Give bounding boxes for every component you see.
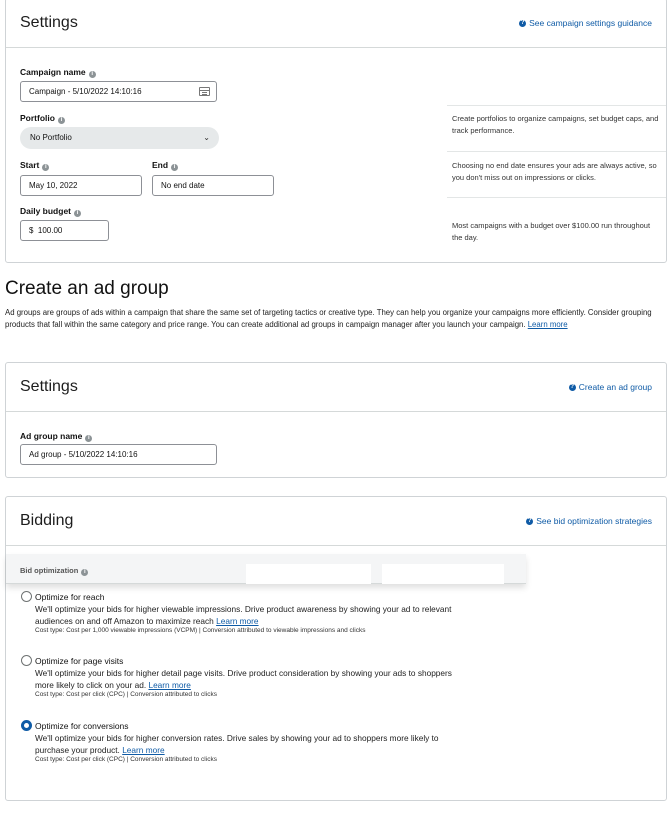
conversions-description-text: We'll optimize your bids for higher conversion rates. Drive sales by showing your ad to shoppers more likely to purchase your product.	[35, 733, 439, 755]
page-visits-cost-type: Cost type: Cost per click (CPC) | Conversion attributed to clicks	[35, 691, 217, 698]
ad-group-name-label-text: Ad group name	[20, 431, 83, 441]
page-visits-radio[interactable]	[21, 655, 32, 666]
daily-budget-label	[20, 206, 81, 217]
conversions-radio-selected[interactable]	[21, 720, 32, 731]
page-visits-description-text: We'll optimize your bids for higher detail page visits. Drive product consideration by showing your ads to shoppers more likely to click on your ad.	[35, 668, 452, 690]
end-label	[152, 160, 178, 171]
daily-budget-label-text: Daily budget	[20, 206, 72, 216]
hint-divider	[447, 151, 666, 152]
reach-description	[35, 603, 465, 627]
bidding-header	[6, 497, 666, 546]
bid-strategies-link-label: See bid optimization strategies	[536, 516, 652, 526]
budget-hint: Most campaigns with a budget over $100.00 run throughout the day.	[452, 221, 651, 242]
campaign-settings-title: Settings	[20, 14, 78, 31]
campaign-settings-panel	[5, 0, 667, 263]
page-visits-title: Optimize for page visits	[35, 656, 124, 666]
bidding-panel	[5, 496, 667, 801]
header-cell-blank	[382, 564, 504, 584]
campaign-settings-guidance-link[interactable]	[519, 18, 652, 28]
info-icon: i	[58, 117, 65, 124]
bid-optimization-header-strip	[6, 554, 526, 584]
page-visits-learn-more-link[interactable]: Learn more	[148, 680, 191, 690]
ad-group-name-input[interactable]	[20, 444, 217, 465]
guidance-link-label: See campaign settings guidance	[529, 18, 652, 28]
conversions-learn-more-link[interactable]: Learn more	[122, 745, 165, 755]
ad-group-learn-more-link[interactable]: Learn more	[527, 320, 568, 329]
conversions-description	[35, 732, 465, 756]
bid-optimization-label	[20, 566, 88, 576]
reach-description-text: We'll optimize your bids for higher viewable impressions. Drive product awareness by showing your ad to relevant audiences on and off Amazon to maximize reach	[35, 604, 452, 626]
campaign-name-value: Campaign - 5/10/2022 14:10:16	[29, 87, 142, 96]
reach-title: Optimize for reach	[35, 592, 105, 602]
daily-budget-input[interactable]	[20, 220, 109, 241]
start-label	[20, 160, 49, 171]
portfolio-label-text: Portfolio	[20, 113, 55, 123]
end-date-input[interactable]	[152, 175, 274, 196]
ad-group-heading: Create an ad group	[5, 278, 169, 299]
info-icon: i	[42, 164, 49, 171]
reach-learn-more-link[interactable]: Learn more	[216, 616, 259, 626]
bid-optimization-label-text: Bid optimization	[20, 566, 79, 575]
ad-group-name-label	[20, 431, 92, 442]
calendar-icon	[199, 87, 210, 96]
info-icon: i	[81, 569, 88, 576]
help-icon: ?	[520, 19, 525, 26]
start-label-text: Start	[20, 160, 40, 170]
info-icon: i	[85, 435, 92, 442]
ad-group-settings-header	[6, 363, 666, 412]
hint-divider	[447, 105, 666, 106]
hint-divider	[447, 197, 666, 198]
conversions-cost-type: Cost type: Cost per click (CPC) | Conversion attributed to clicks	[35, 756, 217, 763]
reach-cost-type: Cost type: Cost per 1,000 viewable impressions (VCPM) | Conversion attributed to viewable impressions and clicks	[35, 627, 366, 634]
portfolio-hint: Create portfolios to organize campaigns, set budget caps, and track performance.	[452, 114, 659, 135]
bid-strategies-link[interactable]	[526, 516, 652, 526]
create-ad-group-link[interactable]	[569, 382, 652, 392]
conversions-title: Optimize for conversions	[35, 721, 129, 731]
ad-group-name-value: Ad group - 5/10/2022 14:10:16	[29, 450, 138, 459]
page-visits-description	[35, 667, 465, 691]
campaign-name-label	[20, 67, 96, 78]
header-cell-blank	[246, 564, 371, 584]
currency-symbol: $	[29, 226, 34, 235]
bid-option-conversions[interactable]	[21, 720, 481, 770]
ad-group-description	[5, 307, 665, 331]
end-date-value: No end date	[161, 181, 205, 190]
chevron-down-icon: ⌄	[203, 133, 210, 142]
campaign-settings-header	[6, 0, 666, 48]
help-icon: ?	[570, 383, 575, 390]
ad-group-settings-title: Settings	[20, 378, 78, 395]
info-icon: i	[171, 164, 178, 171]
bid-option-reach[interactable]	[21, 591, 481, 641]
info-icon: i	[89, 71, 96, 78]
start-date-value: May 10, 2022	[29, 181, 78, 190]
reach-radio[interactable]	[21, 591, 32, 602]
daily-budget-value: 100.00	[37, 226, 63, 235]
create-ad-group-link-label: Create an ad group	[578, 382, 652, 392]
start-date-input[interactable]	[20, 175, 142, 196]
portfolio-value: No Portfolio	[30, 133, 72, 142]
bid-option-page-visits[interactable]	[21, 655, 481, 705]
portfolio-label	[20, 113, 65, 124]
info-icon: i	[74, 210, 81, 217]
ad-group-description-text: Ad groups are groups of ads within a campaign that share the same set of targeting tactics or creative type. They can help you organize your campaigns more efficiently. Consider grouping products that fall within the same category and price range. You can create additional ad groups in campaign manager after you launch your campaign.	[5, 308, 652, 329]
campaign-name-label-text: Campaign name	[20, 67, 86, 77]
campaign-name-input[interactable]	[20, 81, 217, 102]
bidding-title: Bidding	[20, 512, 74, 529]
help-icon: ?	[527, 517, 532, 524]
ad-group-settings-panel	[5, 362, 667, 478]
portfolio-select[interactable]	[20, 127, 219, 149]
end-label-text: End	[152, 160, 169, 170]
date-hint: Choosing no end date ensures your ads are always active, so you don't miss out on impressions or clicks.	[452, 161, 657, 182]
